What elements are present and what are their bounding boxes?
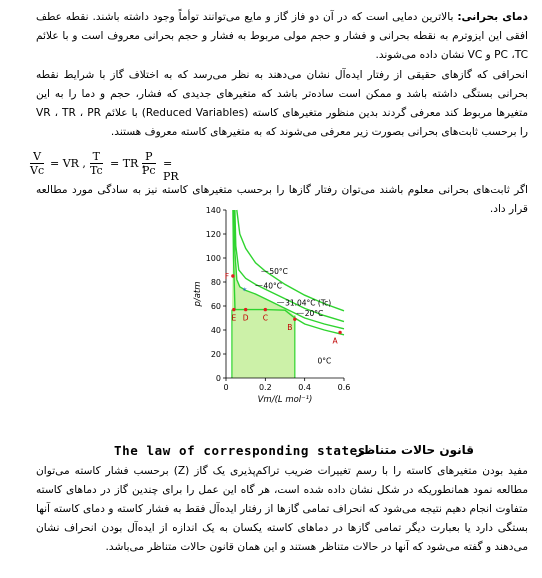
reduced-pressure: = PR <box>163 157 179 183</box>
two-phase-region <box>232 210 295 378</box>
critical-temperature-text: بالاترین دمایی است که در آن دو فاز گاز و مایع می‌توانند توأماً وجود داشته باشند. نقطه عطف افقی این ایزوترم به نقطه بحرانی و فشار و حجم مولی مربوط به فشار و حجم بحرانی معروف است و با علائم PC ،TC و VC نشان داده می‌شوند. <box>36 11 528 61</box>
section-heading <box>114 441 474 461</box>
y-tick-label: 20 <box>210 350 221 359</box>
state-point-C <box>264 308 267 311</box>
state-label-F: F <box>224 272 230 281</box>
paragraph-compressibility: مفید بودن متغیرهای کاسته را با رسم تغییرات ضریب تراکم‌پذیری یک گاز (Z) برحسب فشار کاسته می‌توان مطالعه نمود همانطوریکه در شکل نشان داده شده است، هر گاه این عمل را برای چندین گاز در دماهای کاسته متفاوت انجام دهیم نتیجه می‌شود که انحراف تمامی گازها از رفتار ایده‌آل فقط به فشار کاسته و دمای کاسته آنها بستگی دارد یا بعبارت دیگر تمامی گازها در دماهای کاسته یکسان به یک اندازه از ایده‌آل بودن انحراف نشان می‌دهند و گفته می‌شود که آنها در حالات متناظر هستند و این همان قانون حالات متناظر می‌باشد. <box>36 465 528 553</box>
x-axis-label: Vm/(L mol⁻¹) <box>257 395 313 405</box>
y-tick-label: 140 <box>205 206 221 215</box>
state-point-D <box>244 308 247 311</box>
state-point-F <box>231 274 234 277</box>
x-tick-label: 0 <box>223 383 229 392</box>
state-point-A <box>338 331 341 334</box>
state-point-E <box>232 308 235 311</box>
y-tick-label: 60 <box>210 302 221 311</box>
paragraph-critical-constants: اگر ثابت‌های بحرانی معلوم باشند می‌توان رفتار گازها را برحسب متغیرهای کاسته نیز به سادگی مورد مطالعه قرار داد. <box>36 184 528 215</box>
isotherm-label-3: 20°C <box>304 309 324 319</box>
isotherm-chart <box>186 200 366 432</box>
isotherm-label-1: 40°C <box>263 281 282 291</box>
state-label-E: E <box>231 313 237 323</box>
y-tick-label: 0 <box>215 374 221 383</box>
state-point-B <box>293 318 296 321</box>
x-tick-label: 0.2 <box>258 383 272 392</box>
x-tick-label: 0.4 <box>298 383 312 392</box>
y-tick-label: 120 <box>205 230 221 239</box>
critical-point-marker: * <box>242 286 247 296</box>
paragraph-reduced-variables: انحرافی که گازهای حقیقی از رفتار ایده‌آل نشان می‌دهند به نظر می‌رسد که به اختلاف گاز با شرایط نقطه بحرانی بستگی داشته باشد و ممکن است ساده‌تر باشد که متغیرهای جدیدی که فشار، حجم و دما را به این متغیرها مربوط کند معرفی گردند بدین منظور متغیرهای کاسته (Reduced Variables) با علائم VR ، TR ، PR را برحسب ثابت‌های بحرانی بصورت زیر معرفی می‌شوند که به متغیرهای کاسته معروف هستند. <box>36 69 529 138</box>
heading-persian: قانون حالات متناظر <box>356 443 474 457</box>
isotherm-label-0: 50°C <box>269 267 288 277</box>
y-tick-label: 100 <box>205 254 221 263</box>
paragraph-critical-temperature <box>36 8 528 65</box>
state-label-C: C <box>262 313 268 323</box>
region-label-0c: 0°C <box>317 356 332 366</box>
y-axis-label: p/atm <box>193 281 203 307</box>
y-tick-label: 40 <box>210 326 221 335</box>
fraction-pressure: $\frac{P}{Pc}$ <box>142 150 156 177</box>
reduced-volume: = VR , <box>50 157 86 170</box>
reduced-temperature: = TR , <box>110 157 146 170</box>
reduced-variables-formula <box>30 150 190 184</box>
state-label-A: A <box>332 336 338 346</box>
x-tick-label: 0.6 <box>337 383 351 392</box>
critical-temperature-term: دمای بحرانی: <box>457 11 528 23</box>
isotherm-label-2: 31.04°C (Tc) <box>285 298 332 308</box>
fraction-volume: $\frac{V}{Vc}$ <box>30 150 45 177</box>
state-label-B: B <box>287 323 293 333</box>
heading-english: The law of corresponding states <box>114 443 366 458</box>
fraction-temperature: $\frac{T}{Tc}$ <box>90 150 103 177</box>
state-label-D: D <box>242 313 249 323</box>
y-tick-label: 80 <box>210 278 221 287</box>
